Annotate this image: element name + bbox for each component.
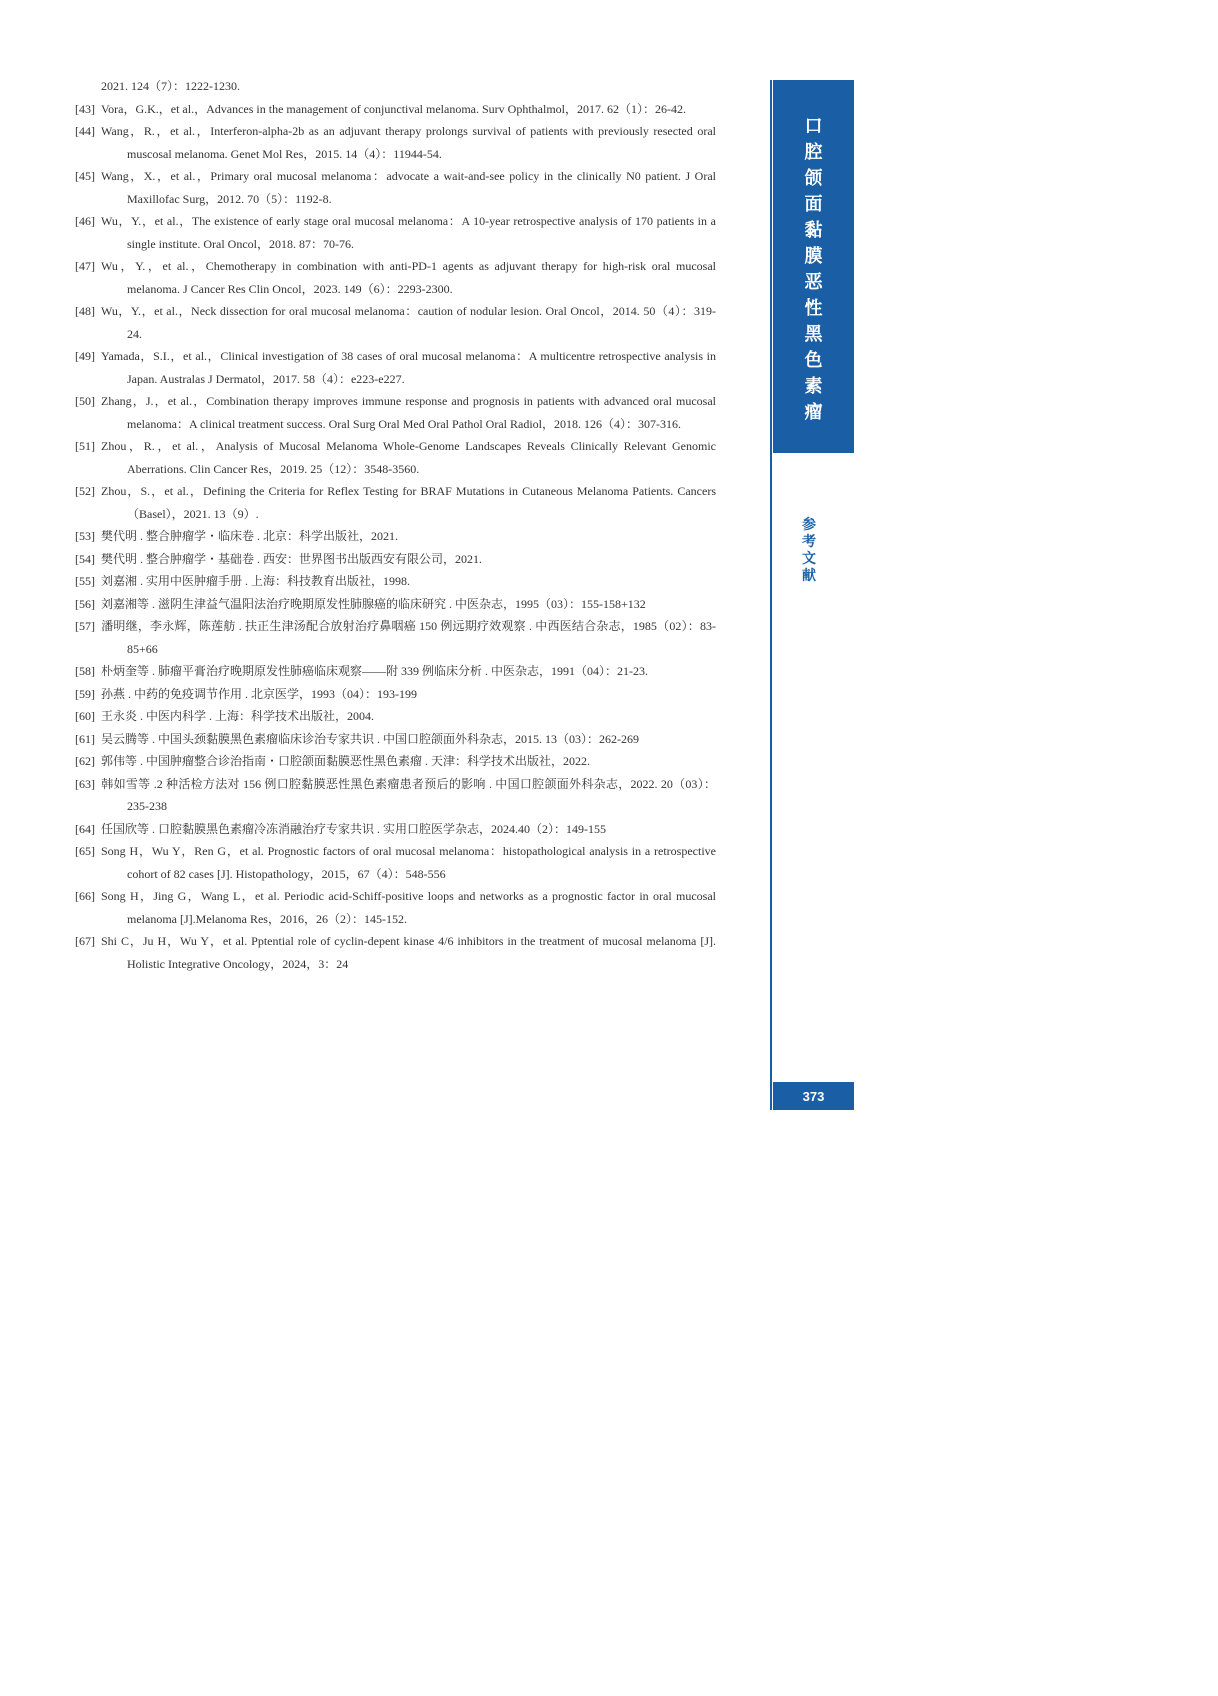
chapter-title-char: 面: [804, 194, 823, 215]
reference-text: Wang，R.，et al.，Interferon-alpha-2b as an adjuvant therapy prolongs survival of patients with previously resected oral muscosal melanoma. Genet Mol Res，2015. 14（4）：11944-54.: [101, 124, 716, 161]
chapter-title-char: 性: [804, 298, 823, 319]
reference-text: 王永炎 . 中医内科学 . 上海：科学技术出版社，2004.: [101, 709, 375, 723]
chapter-title-char: 瘤: [804, 402, 823, 423]
reference-item: [59] 孙燕 . 中药的免疫调节作用 . 北京医学，1993（04）：193-199: [75, 686, 417, 701]
reference-item: [50] Zhang，J.，et al.，Combination therapy improves immune response and prognosis in patients with advanced oral mucosal melanoma：A clinical treatment success. Oral Surg Oral Med Oral Pathol Oral Radiol，2018. 126（4）：307-316.: [75, 394, 716, 431]
reference-item: [61] 吴云腾等 . 中国头颈黏膜黑色素瘤临床诊治专家共识 . 中国口腔颌面外科杂志，2015. 13（03）：262-269: [75, 731, 639, 746]
reference-text: 郭伟等 . 中国肿瘤整合诊治指南・口腔颌面黏膜恶性黑色素瘤 . 天津：科学技术出版社，2022.: [101, 754, 591, 768]
reference-text: Vora，G.K.，et al.，Advances in the management of conjunctival melanoma. Surv Ophthalmol，2017. 62（1）：26-42.: [101, 101, 686, 116]
reference-item: [48] Wu，Y.，et al.，Neck dissection for oral mucosal melanoma：caution of nodular lesion. Oral Oncol，2014. 50（4）：319-24.: [75, 304, 716, 341]
reference-item: [64] 任国欣等 . 口腔黏膜黑色素瘤冷冻消融治疗专家共识 . 实用口腔医学杂志，2024.40（2）：149-155: [75, 821, 606, 836]
reference-item: [66] Song H，Jing G，Wang L，et al. Periodic acid-Schiff-positive loops and networks as a prognostic factor in oral mucosal melanoma [J].Melanoma Res，2016，26（2）：145-152.: [75, 889, 716, 926]
reference-item: [43] Vora，G.K.，et al.，Advances in the management of conjunctival melanoma. Surv Ophthalmol，2017. 62（1）：26-42.: [75, 101, 686, 116]
reference-text: Wu，Y.，et al.，Chemotherapy in combination with anti-PD-1 agents as adjuvant therapy for high-risk oral mucosal melanoma. J Cancer Res Clin Oncol，2023. 149（6）：2293-2300.: [101, 259, 716, 296]
reference-text: Wang，X.，et al.，Primary oral mucosal melanoma：advocate a wait-and-see policy in the clinically N0 patient. J Oral Maxillofac Surg，2012. 70（5）：1192-8.: [101, 169, 716, 206]
reference-text: Zhou，R.，et al.，Analysis of Mucosal Melanoma Whole-Genome Landscapes Reveals Clinically Relevant Genomic Aberrations. Clin Cancer Res，2019. 25（12）：3548-3560.: [101, 439, 716, 476]
reference-text: 孙燕 . 中药的免疫调节作用 . 北京医学，1993（04）：193-199: [101, 686, 417, 701]
reference-text: 刘嘉湘等 . 滋阴生津益气温阳法治疗晚期原发性肺腺癌的临床研究 . 中医杂志，1995（03）：155-158+132: [101, 596, 646, 611]
reference-item: [51] Zhou，R.，et al.，Analysis of Mucosal Melanoma Whole-Genome Landscapes Reveals Clinically Relevant Genomic Aberrations. Clin Cancer Res，2019. 25（12）：3548-3560.: [75, 439, 716, 476]
reference-text: 2021. 124（7）：1222-1230.: [101, 79, 240, 93]
reference-text: 朴炳奎等 . 肺瘤平膏治疗晚期原发性肺癌临床观察——附 339 例临床分析 . 中医杂志，1991（04）：21-23.: [101, 664, 648, 678]
reference-text: Yamada，S.I.，et al.，Clinical investigation of 38 cases of oral mucosal melanoma：A multicentre retrospective analysis in Japan. Australas J Dermatol，2017. 58（4）：e223-e227.: [101, 349, 716, 386]
section-label-char: 献: [802, 568, 816, 584]
chapter-title-char: 颌: [804, 168, 823, 189]
reference-text: Zhou，S.，et al.，Defining the Criteria for Reflex Testing for BRAF Mutations in Cutaneous Melanoma Patients. Cancers（Basel），2021. 13（9）.: [101, 484, 716, 521]
reference-item: [62] 郭伟等 . 中国肿瘤整合诊治指南・口腔颌面黏膜恶性黑色素瘤 . 天津：科学技术出版社，2022.: [75, 754, 591, 768]
page-number: 373: [773, 1082, 854, 1110]
reference-text: 潘明继，李永辉，陈莲舫 . 扶正生津汤配合放射治疗鼻咽癌 150 例远期疗效观察 . 中西医结合杂志，1985（02）：83-85+66: [101, 619, 716, 656]
reference-item: [65] Song H，Wu Y，Ren G，et al. Prognostic factors of oral mucosal melanoma：histopathological analysis in a retrospective cohort of 82 cases [J]. Histopathology，2015，67（4）：548-556: [75, 844, 716, 881]
section-label: [799, 517, 819, 585]
sidebar-divider: [770, 80, 772, 1110]
chapter-title-char: 黑: [804, 324, 823, 345]
reference-item: [101, 75, 716, 98]
reference-item: [52] Zhou，S.，et al.，Defining the Criteria for Reflex Testing for BRAF Mutations in Cutaneous Melanoma Patients. Cancers（Basel），2021. 13（9）.: [75, 484, 716, 521]
reference-text: Song H，Jing G，Wang L，et al. Periodic acid-Schiff-positive loops and networks as a prognostic factor in oral mucosal melanoma [J].Melanoma Res，2016，26（2）：145-152.: [101, 889, 716, 926]
reference-item: [58] 朴炳奎等 . 肺瘤平膏治疗晚期原发性肺癌临床观察——附 339 例临床分析 . 中医杂志，1991（04）：21-23.: [75, 664, 648, 678]
reference-item: [63] 韩如雪等 .2 种活检方法对 156 例口腔黏膜恶性黑色素瘤患者预后的影响 . 中国口腔颌面外科杂志，2022. 20（03）：235-238: [75, 776, 716, 813]
section-label-char: 参: [802, 517, 816, 533]
chapter-title-char: 黏: [804, 220, 823, 241]
reference-item: [45] Wang，X.，et al.，Primary oral mucosal melanoma：advocate a wait-and-see policy in the clinically N0 patient. J Oral Maxillofac Surg，2012. 70（5）：1192-8.: [75, 169, 716, 206]
reference-item: [67] Shi C，Ju H，Wu Y，et al. Pptential role of cyclin-depent kinase 4/6 inhibitors in the treatment of mucosal melanoma [J]. Holistic Integrative Oncology，2024，3：24: [75, 934, 716, 971]
reference-item: [44] Wang，R.，et al.，Interferon-alpha-2b as an adjuvant therapy prolongs survival of patients with previously resected oral muscosal melanoma. Genet Mol Res，2015. 14（4）：11944-54.: [75, 124, 716, 161]
reference-text: 樊代明 . 整合肿瘤学・基础卷 . 西安：世界图书出版西安有限公司，2021.: [101, 551, 483, 566]
chapter-title-box: [773, 80, 854, 453]
reference-item: [56] 刘嘉湘等 . 滋阴生津益气温阳法治疗晚期原发性肺腺癌的临床研究 . 中医杂志，1995（03）：155-158+132: [75, 596, 646, 611]
reference-text: 吴云腾等 . 中国头颈黏膜黑色素瘤临床诊治专家共识 . 中国口腔颌面外科杂志，2015. 13（03）：262-269: [101, 731, 639, 746]
reference-text: Wu，Y.，et al.，Neck dissection for oral mucosal melanoma：caution of nodular lesion. Oral Oncol，2014. 50（4）：319-24.: [101, 304, 716, 341]
reference-item: [46] Wu，Y.，et al.，The existence of early stage oral mucosal melanoma：A 10-year retrospective analysis of 170 patients in a single institute. Oral Oncol，2018. 87：70-76.: [75, 214, 716, 251]
reference-item: [47] Wu，Y.，et al.，Chemotherapy in combination with anti-PD-1 agents as adjuvant therapy for high-risk oral mucosal melanoma. J Cancer Res Clin Oncol，2023. 149（6）：2293-2300.: [75, 259, 716, 296]
reference-text: Wu，Y.，et al.，The existence of early stage oral mucosal melanoma：A 10-year retrospective analysis of 170 patients in a single institute. Oral Oncol，2018. 87：70-76.: [101, 214, 716, 251]
reference-text: 韩如雪等 .2 种活检方法对 156 例口腔黏膜恶性黑色素瘤患者预后的影响 . 中国口腔颌面外科杂志，2022. 20（03）：235-238: [101, 776, 716, 813]
reference-text: 樊代明 . 整合肿瘤学・临床卷 . 北京：科学出版社，2021.: [101, 529, 399, 543]
chapter-title-char: 口: [804, 116, 823, 137]
section-label-char: 考: [802, 534, 816, 550]
reference-item: [49] Yamada，S.I.，et al.，Clinical investigation of 38 cases of oral mucosal melanoma：A multicentre retrospective analysis in Japan. Australas J Dermatol，2017. 58（4）：e223-e227.: [75, 349, 716, 386]
chapter-title-char: 腔: [804, 142, 823, 163]
reference-list: [75, 75, 716, 975]
reference-item: [53] 樊代明 . 整合肿瘤学・临床卷 . 北京：科学出版社，2021.: [75, 529, 399, 543]
reference-item: [55] 刘嘉湘 . 实用中医肿瘤手册 . 上海：科技教育出版社，1998.: [75, 574, 411, 588]
reference-text: 任国欣等 . 口腔黏膜黑色素瘤冷冻消融治疗专家共识 . 实用口腔医学杂志，2024.40（2）：149-155: [101, 821, 606, 836]
reference-item: [57] 潘明继，李永辉，陈莲舫 . 扶正生津汤配合放射治疗鼻咽癌 150 例远期疗效观察 . 中西医结合杂志，1985（02）：83-85+66: [75, 619, 716, 656]
reference-text: Zhang，J.，et al.，Combination therapy improves immune response and prognosis in patients with advanced oral mucosal melanoma：A clinical treatment success. Oral Surg Oral Med Oral Pathol Oral Radiol，2018. 126（4）：307-316.: [101, 394, 716, 431]
chapter-title-char: 素: [804, 376, 823, 397]
reference-text: Shi C，Ju H，Wu Y，et al. Pptential role of cyclin-depent kinase 4/6 inhibitors in the treatment of mucosal melanoma [J]. Holistic Integrative Oncology，2024，3：24: [101, 934, 716, 971]
section-label-char: 文: [802, 551, 816, 567]
chapter-title-char: 恶: [804, 272, 823, 293]
chapter-title-char: 膜: [804, 246, 823, 267]
reference-item: [60] 王永炎 . 中医内科学 . 上海：科学技术出版社，2004.: [75, 709, 375, 723]
reference-text: Song H，Wu Y，Ren G，et al. Prognostic factors of oral mucosal melanoma：histopathological analysis in a retrospective cohort of 82 cases [J]. Histopathology，2015，67（4）：548-556: [101, 844, 716, 881]
reference-item: [54] 樊代明 . 整合肿瘤学・基础卷 . 西安：世界图书出版西安有限公司，2021.: [75, 551, 483, 566]
chapter-title-char: 色: [804, 350, 823, 371]
reference-text: 刘嘉湘 . 实用中医肿瘤手册 . 上海：科技教育出版社，1998.: [101, 574, 411, 588]
